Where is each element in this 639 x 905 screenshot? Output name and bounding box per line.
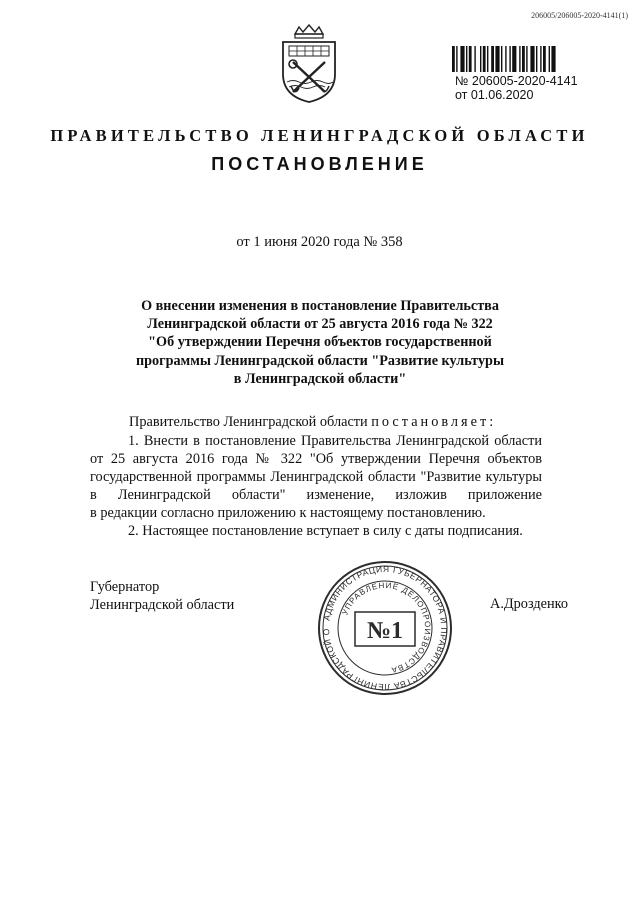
heading-line: Ленинградской области от 25 августа 2016 года № 322 — [147, 316, 493, 333]
body-line: от 25 августа 2016 года № 322 "Об утверждении Перечня объектов — [90, 451, 542, 467]
coat-of-arms-icon — [277, 24, 341, 104]
signatory-title-line: Губернатор — [90, 579, 160, 595]
stamp-inner-text: УПРАВЛЕНИЕ ДЕЛОПРОИЗВОДСТВА — [340, 580, 433, 675]
intro-subject: Правительство Ленинградской области — [129, 414, 368, 430]
intro-verb: постановляет: — [371, 414, 497, 430]
body-line: в редакции согласно приложению к настоящему постановлению. — [90, 505, 486, 521]
registration-number: № 206005-2020-4141 — [455, 74, 578, 88]
barcode — [452, 46, 587, 72]
body-line: государственной программы Ленинградской области "Развитие культуры — [90, 469, 542, 485]
issuer-title: ПРАВИТЕЛЬСТВО ЛЕНИНГРАДСКОЙ ОБЛАСТИ — [50, 126, 589, 145]
document-type: ПОСТАНОВЛЕНИЕ — [211, 154, 428, 174]
heading-line: программы Ленинградской области "Развитие культуры — [135, 352, 505, 369]
signatory-name: А.Дрозденко — [490, 596, 568, 612]
official-stamp — [315, 558, 455, 698]
stamp-center-number: №1 — [366, 618, 404, 644]
document-heading — [110, 297, 530, 388]
document-reference: 206005/206005-2020-4141(1) — [531, 11, 628, 20]
document-date-number: от 1 июня 2020 года № 358 — [236, 234, 403, 250]
heading-line: О внесении изменения в постановление Правительства — [141, 298, 499, 314]
body-line: 1. Внести в постановление Правительства Ленинградской области — [128, 433, 542, 449]
body-line: 2. Настоящее постановление вступает в силу с даты подписания. — [128, 523, 523, 539]
body-line: в Ленинградской области" изменение, изложив приложение — [90, 487, 542, 503]
resolution-body — [90, 432, 542, 540]
signatory-title — [90, 578, 234, 614]
stamp-outer-text: АДМИНИСТРАЦИЯ ГУБЕРНАТОРА И ПРАВИТЕЛЬСТВА ЛЕНИНГРАДСКОЙ О — [320, 563, 450, 693]
heading-line: "Об утверждении Перечня объектов государственной — [148, 334, 492, 351]
resolution-intro — [129, 414, 496, 431]
signatory-title-line: Ленинградской области — [90, 597, 235, 613]
registration-date: от 01.06.2020 — [455, 88, 534, 102]
heading-line: в Ленинградской области" — [233, 370, 407, 387]
